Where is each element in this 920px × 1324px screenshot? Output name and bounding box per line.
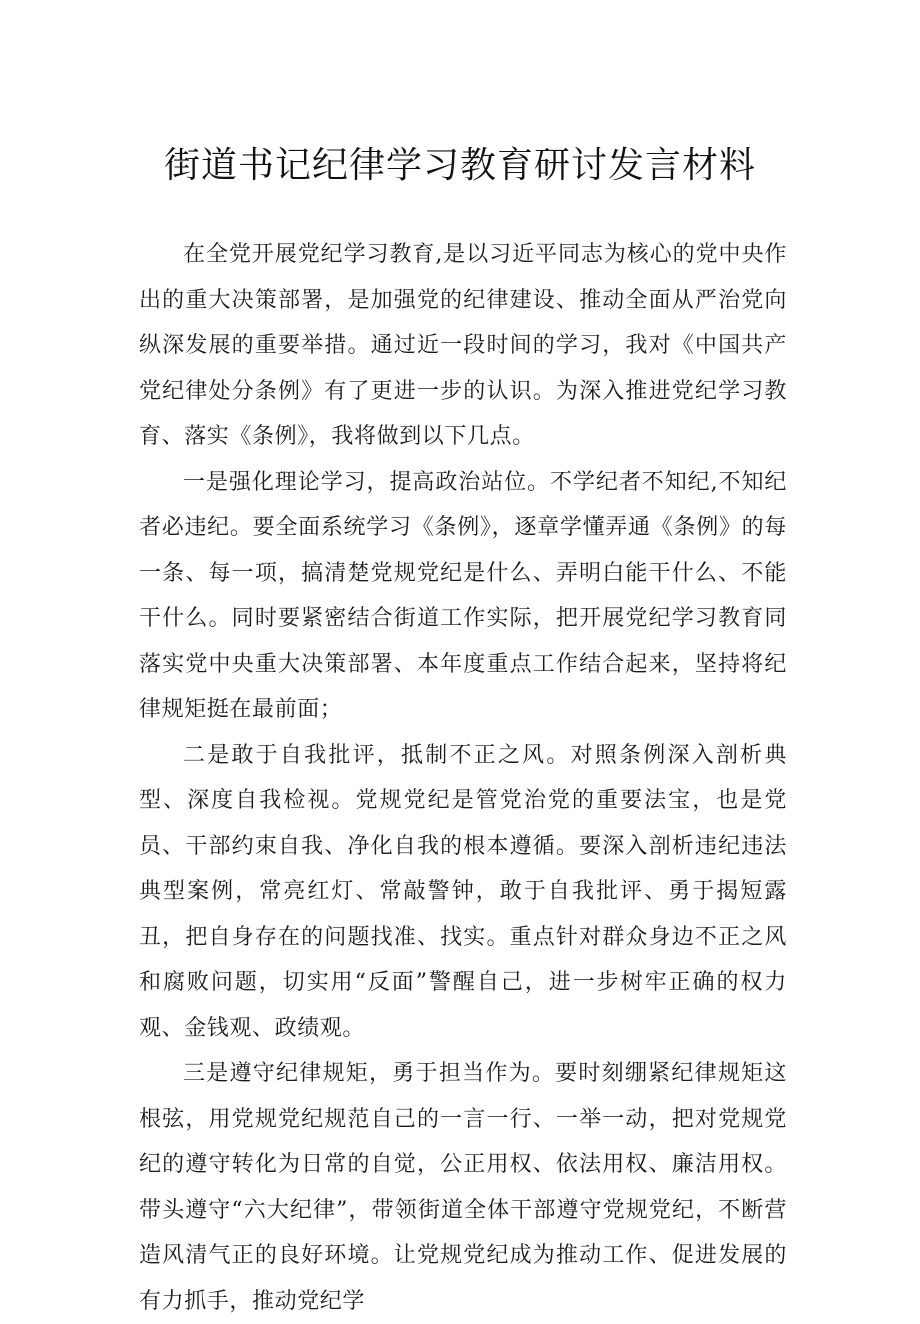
paragraph-point-three: 三是遵守纪律规矩，勇于担当作为。要时刻绷紧纪律规矩这根弦，用党规党纪规范自己的一言一行、一举一动，把对党规党纪的遵守转化为日常的自觉，公正用权、依法用权、廉洁用权。带头遵守“六大纪律”，带领街道全体干部遵守党规党纪，不断营造风清气正的良好环境。让党规党纪成为推动工作、促进发展的有力抓手，推动党纪学 <box>139 1061 787 1314</box>
paragraph-point-two: 二是敢于自我批评，抵制不正之风。对照条例深入剖析典型、深度自我检视。党规党纪是管党治党的重要法宝，也是党员、干部约束自我、净化自我的根本遵循。要深入剖析违纪违法典型案例，常亮红灯、常敲警钟，敢于自我批评、勇于揭短露丑，把自身存在的问题找准、找实。重点针对群众身边不正之风和腐败问题，切实用“反面”警醒自己，进一步树牢正确的权力观、金钱观、政绩观。 <box>139 742 787 1041</box>
paragraph-point-one: 一是强化理论学习，提高政治站位。不学纪者不知纪,不知纪者必违纪。要全面系统学习《条例》，逐章学懂弄通《条例》的每一条、每一项，搞清楚党规党纪是什么、弄明白能干什么、不能干什么。同时要紧密结合街道工作实际，把开展党纪学习教育同落实党中央重大决策部署、本年度重点工作结合起来，坚持将纪律规矩挺在最前面； <box>139 469 787 722</box>
document-title: 街道书记纪律学习教育研讨发言材料 <box>163 145 756 186</box>
paragraph-intro: 在全党开展党纪学习教育,是以习近平同志为核心的党中央作出的重大决策部署，是加强党的纪律建设、推动全面从严治党向纵深发展的重要举措。通过近一段时间的学习，我对《中国共产党纪律处分条例》有了更进一步的认识。为深入推进党纪学习教育、落实《条例》，我将做到以下几点。 <box>139 242 787 449</box>
document-body <box>139 232 787 1324</box>
